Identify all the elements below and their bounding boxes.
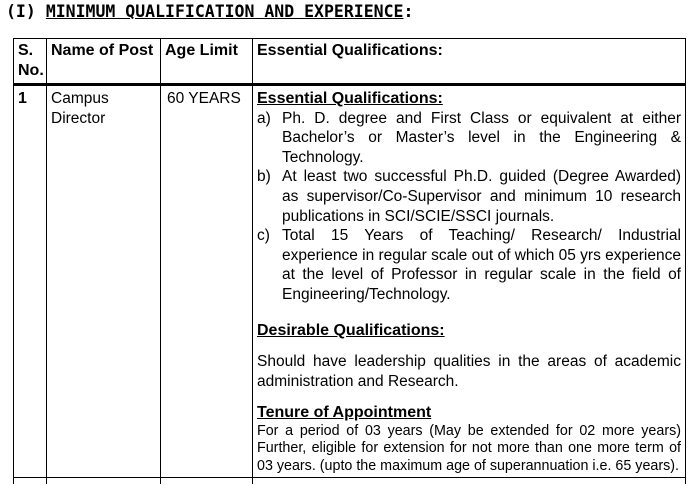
item-text: At least two successful Ph.D. guided (Degree Awarded) as supervisor/Co-Supervisor and minimum 10 research publications in SCI/SCIE/SSCI journals.: [282, 168, 681, 225]
desirable-title: Desirable Qualifications:: [257, 321, 445, 339]
essential-title: Essential Qualifications:: [257, 90, 443, 107]
header-sno: S. No.: [14, 39, 47, 85]
header-post: Name of Post: [47, 39, 161, 85]
list-item: [257, 226, 681, 304]
item-text: Ph. D. degree and First Class or equivalent at either Bachelor’s or Master’s level in the Engineering & Technology.: [282, 109, 681, 166]
section-number: (I): [6, 2, 36, 21]
table-header-row: [14, 39, 686, 85]
section-heading: [6, 2, 413, 21]
header-age: Age Limit: [161, 39, 253, 85]
table-row-next: [14, 478, 686, 485]
cell-empty: [47, 478, 161, 485]
item-text: Total 15 Years of Teaching/ Research/ Industrial experience in regular scale out of which 05 yrs experience at the level of Professor in regular scale in the field of Engineering/Technology.: [282, 227, 681, 303]
cell-empty: [161, 478, 253, 485]
cell-age: 60 YEARS: [161, 85, 253, 478]
qualification-table: [13, 38, 686, 484]
item-label: c): [257, 227, 270, 245]
cell-empty: [14, 478, 47, 485]
cell-sno: 1: [14, 85, 47, 478]
cell-empty: [253, 478, 686, 485]
cell-post: Campus Director: [47, 85, 161, 478]
section-title: MINIMUM QUALIFICATION AND EXPERIENCE: [45, 2, 404, 21]
item-label: a): [257, 109, 271, 127]
tenure-text: For a period of 03 years (May be extended for 02 more years) Further, eligible for extension for not more than one more term of 03 years. (upto the maximum age of superannuation i.e. 65 years).: [257, 422, 681, 474]
item-label: b): [257, 168, 271, 186]
tenure-title: Tenure of Appointment: [257, 404, 432, 422]
table-row: [14, 85, 686, 478]
desirable-text: Should have leadership qualities in the areas of academic administration and Research.: [257, 353, 681, 390]
list-item: [257, 167, 681, 226]
section-colon: :: [403, 2, 414, 21]
list-item: [257, 109, 681, 168]
header-qualifications: Essential Qualifications:: [253, 39, 686, 85]
cell-qualifications: [253, 85, 686, 478]
